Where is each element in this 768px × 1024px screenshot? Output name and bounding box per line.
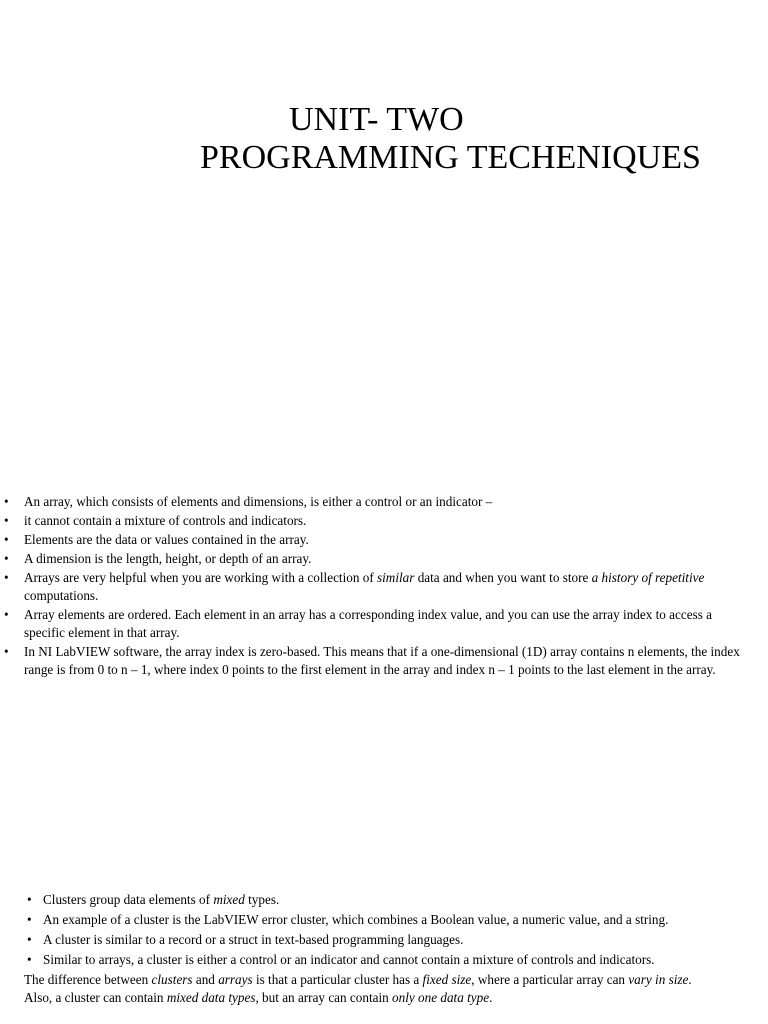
bullet-icon: •	[4, 644, 9, 659]
text-segment: A cluster is similar to a record or a struct in text-based programming languages.	[43, 932, 464, 947]
text-segment: .	[489, 990, 493, 1005]
text-segment: it cannot contain a mixture of controls and indicators.	[24, 513, 307, 528]
text-segment: Elements are the data or values contained in the array.	[24, 532, 309, 547]
cluster-paragraph	[0, 989, 740, 1007]
clusters-section	[0, 891, 740, 1007]
italic-text-segment: clusters	[151, 972, 193, 987]
text-segment: Similar to arrays, a cluster is either a control or an indicator and cannot contain a mixture of controls and indicators.	[43, 952, 655, 967]
text-segment: computations.	[24, 588, 99, 603]
bullet-icon: •	[27, 932, 32, 947]
clusters-paragraphs	[0, 971, 740, 1007]
text-segment: Array elements are ordered. Each element in an array has a corresponding index value, and you can use the array index to access a specific element in that array.	[24, 607, 713, 640]
text-segment: is that a particular cluster has a	[252, 972, 423, 987]
bullet-icon: •	[4, 494, 9, 509]
array-bullet-item	[0, 643, 740, 679]
cluster-bullet-item	[0, 931, 740, 949]
italic-text-segment: fixed size	[422, 972, 472, 987]
array-bullet-item	[0, 569, 740, 605]
cluster-bullet-item	[0, 951, 740, 969]
bullet-icon: •	[4, 513, 9, 528]
array-bullet-item	[0, 606, 740, 642]
cluster-paragraph	[0, 971, 740, 989]
italic-text-segment: mixed data types	[166, 990, 256, 1005]
text-segment: The difference between	[24, 972, 152, 987]
chapter-title: PROGRAMMING TECHENIQUES	[200, 139, 701, 176]
array-bullet-item	[0, 493, 740, 511]
italic-text-segment: similar	[377, 570, 415, 585]
bullet-icon: •	[4, 532, 9, 547]
bullet-icon: •	[27, 952, 32, 967]
italic-text-segment: a history of repetitive	[591, 570, 705, 585]
text-segment: , but an array can contain	[255, 990, 393, 1005]
bullet-icon: •	[4, 570, 9, 585]
slide-title-block	[0, 0, 768, 200]
array-bullet-item	[0, 512, 740, 530]
cluster-bullet-item	[0, 911, 740, 929]
bullet-icon: •	[4, 607, 9, 622]
bullet-icon: •	[4, 551, 9, 566]
text-segment: Also, a cluster can contain	[24, 990, 167, 1005]
text-segment: In NI LabVIEW software, the array index is zero-based. This means that if a one-dimensional (1D) array contains n elements, the index range is from 0 to n – 1, where index 0 points to the first element in the array and index n – 1 points to the last element in the array.	[24, 644, 740, 677]
text-segment: data and when you want to store	[414, 570, 592, 585]
unit-title: UNIT- TWO	[289, 101, 464, 138]
italic-text-segment: only one data type	[392, 990, 490, 1005]
text-segment: Arrays are very helpful when you are working with a collection of	[24, 570, 378, 585]
text-segment: , where a particular array can	[471, 972, 629, 987]
clusters-bullet-list	[0, 891, 740, 969]
cluster-bullet-item	[0, 891, 740, 909]
text-segment: Clusters group data elements of	[43, 892, 214, 907]
arrays-section	[0, 493, 740, 680]
array-bullet-item	[0, 550, 740, 568]
bullet-icon: •	[27, 892, 32, 907]
text-segment: A dimension is the length, height, or depth of an array.	[24, 551, 312, 566]
italic-text-segment: arrays	[218, 972, 253, 987]
italic-text-segment: mixed	[213, 892, 245, 907]
text-segment: An array, which consists of elements and dimensions, is either a control or an indicator –	[24, 494, 493, 509]
text-segment: types.	[244, 892, 280, 907]
arrays-bullet-list	[0, 493, 740, 679]
text-segment: .	[688, 972, 692, 987]
text-segment: and	[192, 972, 219, 987]
bullet-icon: •	[27, 912, 32, 927]
array-bullet-item	[0, 531, 740, 549]
text-segment: An example of a cluster is the LabVIEW error cluster, which combines a Boolean value, a numeric value, and a string.	[43, 912, 669, 927]
italic-text-segment: vary in size	[628, 972, 689, 987]
